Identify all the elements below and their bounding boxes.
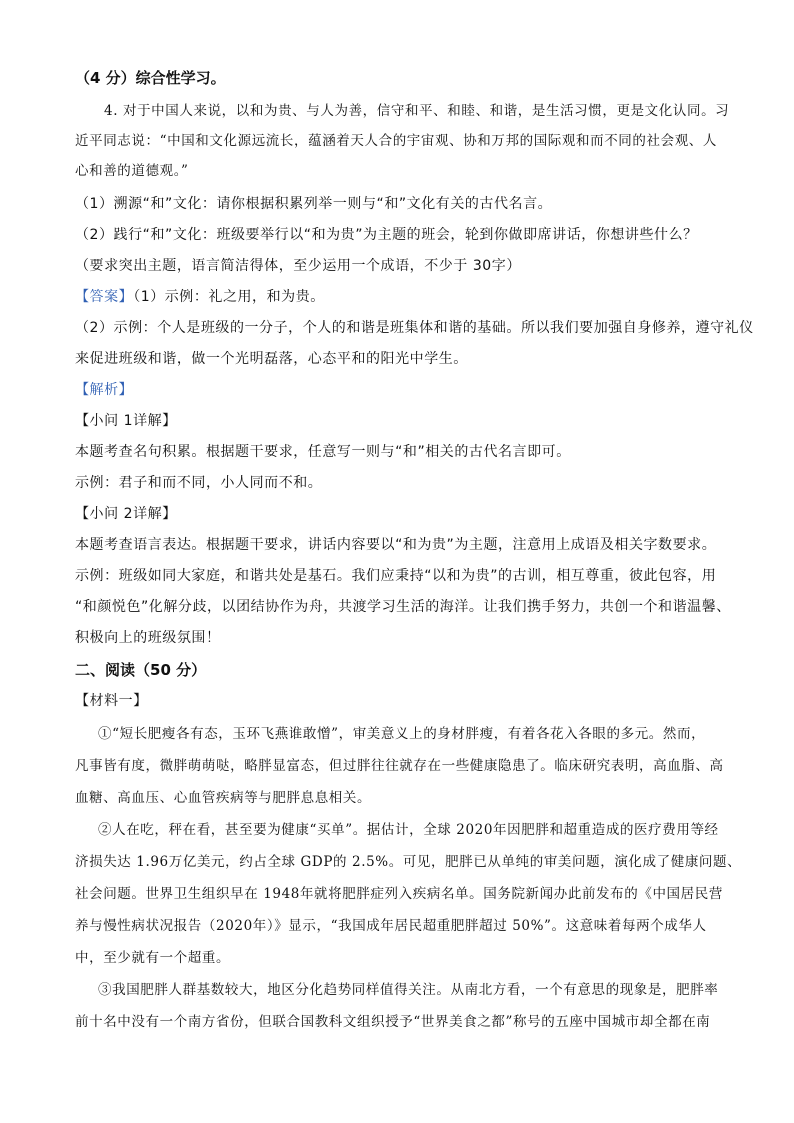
section-heading: （4 分）综合性学习。: [75, 69, 226, 87]
paragraph-2-line-4: 养与慢性病状况报告（2020年）》显示，“我国成年居民超重肥胖超过 50%”。这意味着每两个成华人: [75, 918, 707, 934]
paragraph-2-line-3: 社会问题。世界卫生组织早在 1948年就将肥胖症列入疾病名单。国务院新闻办此前发布的《中国居民营: [75, 886, 723, 902]
analysis-q2-example-line-1: 示例：班级如同大家庭，和谐共处是基石。我们应秉持“以和为贵”的古训，相互尊重，彼此包容，用: [75, 568, 717, 584]
paragraph-2-line-1: ②人在吃，秤在看，甚至要为健康“买单”。据估计，全球 2020年因肥胖和超重造成的医疗费用等经: [98, 822, 719, 838]
answer-line-1: [75, 287, 325, 307]
analysis-label: 【解析】: [75, 382, 134, 398]
question-line-1: 4. 对于中国人来说，以和为贵、与人为善，信守和平、和睦、和谐，是生活习惯，更是文化认同。习: [104, 103, 730, 119]
question-line-2: 近平同志说：“中国和文化源远流长，蕴涵着天人合的宇宙观、协和万邦的国际观和而不同的社会观、人: [75, 133, 717, 149]
sub-question-2-requirement: （要求突出主题，语言简洁得体，至少运用一个成语，不少于 30字）: [75, 258, 521, 274]
paragraph-2-line-5: 中，至少就有一个超重。: [75, 950, 231, 966]
answer-1: （1）示例：礼之用，和为贵。: [133, 289, 325, 305]
analysis-q2-example-line-3: 积极向上的班级氛围！: [75, 630, 221, 646]
analysis-q2-title: 【小问 2详解】: [75, 506, 177, 522]
material-label: 【材料一】: [75, 693, 148, 709]
sub-question-2: （2）践行“和”文化：班级要举行以“和为贵”为主题的班会，轮到你做即席讲话，你想讲些什么？: [75, 227, 698, 243]
answer-label: 【答案】: [75, 289, 134, 305]
analysis-q2-example-line-2: “和颜悦色”化解分歧，以团结协作为舟，共渡学习生活的海洋。让我们携手努力，共创一个和谐温馨、: [75, 599, 731, 615]
paragraph-1-line-3: 血糖、高血压、心血管疾病等与肥胖息息相关。: [75, 790, 372, 806]
analysis-q1-title: 【小问 1详解】: [75, 413, 177, 429]
sub-question-1: （1）溯源“和”文化：请你根据积累列举一则与“和”文化有关的古代名言。: [75, 196, 553, 212]
paragraph-3-line-1: ③我国肥胖人群基数较大，地区分化趋势同样值得关注。从南北方看，一个有意思的现象是，肥胖率: [98, 982, 719, 998]
answer-2-line-1: （2）示例：个人是班级的一分子，个人的和谐是班集体和谐的基础。所以我们要加强自身修养，遵守礼仪: [75, 320, 754, 336]
analysis-q2-text: 本题考查语言表达。根据题干要求，讲话内容要以“和为贵”为主题，注意用上成语及相关字数要求。: [75, 537, 717, 553]
question-line-3: 心和善的道德观。”: [75, 163, 189, 179]
analysis-q1-example: 示例：君子和而不同，小人同而不和。: [75, 475, 323, 491]
paragraph-2-line-2: 济损失达 1.96万亿美元，约占全球 GDP的 2.5%。可见，肥胖已从单纯的审美问题，演化成了健康问题、: [75, 854, 742, 870]
answer-2-line-2: 来促进班级和谐，做一个光明磊落，心态平和的阳光中学生。: [75, 351, 468, 367]
reading-heading: 二、阅读（50 分）: [75, 661, 207, 679]
analysis-q1-text: 本题考查名句积累。根据题干要求，任意写一则与“和”相关的古代名言即可。: [75, 444, 571, 460]
paragraph-1-line-1: ①“短长肥瘦各有态，玉环飞燕谁敢憎”，审美意义上的身材胖瘦，有着各花入各眼的多元。然而，: [98, 726, 706, 742]
paragraph-3-line-2: 前十名中没有一个南方省份，但联合国教科文组织授予“世界美食之都”称号的五座中国城市却全都在南: [75, 1014, 711, 1030]
paragraph-1-line-2: 凡事皆有度，微胖萌萌哒，略胖显富态，但过胖往往就存在一些健康隐患了。临床研究表明，高血脂、高: [75, 758, 724, 774]
